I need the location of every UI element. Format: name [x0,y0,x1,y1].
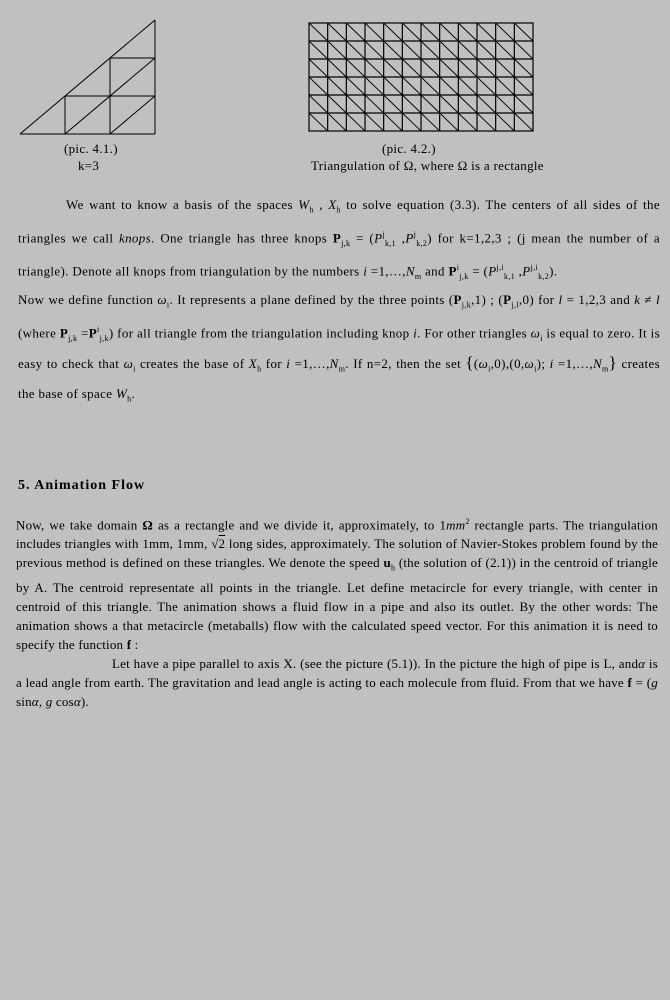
mesh-diagonal [346,95,365,113]
mesh-diagonal [384,77,403,95]
mesh-diagonal [440,41,459,59]
paragraph-animation-intro: Now, we take domain Ω as a rectangle and we divide it, approximately, to $1mm^2$ rectangle parts. The triangulation includes triangles with 1mm, 1mm, √2 long sides, approximately. The solution of Navier-Stokes problem found by the previous method is defined on these triangles. We denote the speed $u_h$ (the solution of (2.1)) in the centroid of triangle by A. The centroid representate all points in the triangle. Let define metacircle for every triangle, with center in centroid of this triangle. The animation shows a fluid flow in a pipe and also its outlet. By the other words: The animation shows a that metacircle (metaballs) flow with the calculated speed vector. For this animation it is need to specify the function f : [16,517,658,652]
mesh-diagonal [496,59,515,77]
mesh-diagonal [365,59,384,77]
mesh-diagonal [309,59,328,77]
mesh-diagonal [440,95,459,113]
mesh-diagonal [440,113,459,131]
section-5-text [16,512,658,711]
mesh-diagonal [477,23,496,41]
mesh-diagonal [402,23,421,41]
mesh-diagonal [346,77,365,95]
mesh-diagonal [309,41,328,59]
mesh-diagonal [309,77,328,95]
figure-4-1-caption: (pic. 4.1.) [64,141,118,156]
mesh-diagonal [384,23,403,41]
section-5-heading: 5. Animation Flow [18,478,146,493]
mesh-diagonal [440,59,459,77]
mesh-diagonal [384,41,403,59]
figure-4-1-subcaption: k=3 [78,158,100,173]
mesh-diagonal [514,23,533,41]
mesh-diagonal [477,41,496,59]
mesh-diagonal [402,41,421,59]
mesh-diagonal [421,95,440,113]
mesh-diagonal [421,113,440,131]
mesh-diagonal [384,95,403,113]
mesh-diagonal [421,77,440,95]
figure-4-2-triangulation [308,22,534,132]
mesh-diagonal [477,77,496,95]
mesh-diagonal [514,59,533,77]
mesh-diagonal [402,113,421,131]
mesh-diagonal [365,113,384,131]
mesh-diagonal [458,59,477,77]
mesh-diagonal [328,95,347,113]
mesh-diagonal [458,77,477,95]
mesh-diagonal [365,77,384,95]
mesh-diagonal [421,41,440,59]
mesh-diagonal [402,77,421,95]
knops-term: knops [118,229,152,245]
paragraph-basis: We want to know a basis of the spaces $W_h$ , $X_h$ to solve equation (3.3). The centers of all sides of the triangles we call knops. One triangle has three knops $P_{j,k} = (P^j_{k,1}$ $,P^j_{k,2}$) for k=1,2,3 ; (j mean the number of a triangle). Denote all knops from triangulation by the numbers $i =1,\dots,N_m$ and $P^i_{j,k} = (P^{j,i}_{k,1}$ $,P^{j,i}_{k,2}$). [18,197,661,281]
mesh-diagonal [458,41,477,59]
mesh-diagonal [328,59,347,77]
mesh-diagonal [514,41,533,59]
mesh-diagonal [402,95,421,113]
mesh-diagonal [496,41,515,59]
mesh-diagonal [365,41,384,59]
mesh-diagonal [421,59,440,77]
mesh-diagonal [346,41,365,59]
mesh-diagonal [440,77,459,95]
mesh-diagonal [328,23,347,41]
mesh-diagonal [496,23,515,41]
mesh-diagonal [440,23,459,41]
mesh-diagonal [458,95,477,113]
mesh-diagonal [365,95,384,113]
figure-4-2-caption: (pic. 4.2.) [382,141,436,156]
mesh-diagonal [346,23,365,41]
mesh-diagonal [328,41,347,59]
mesh-diagonal [309,95,328,113]
mesh-diagonal [514,77,533,95]
mesh-diagonal [496,113,515,131]
mesh-diagonal [328,113,347,131]
mesh-diagonal [477,95,496,113]
mesh-diagonal [514,113,533,131]
mesh-diagonal [496,77,515,95]
mesh-diagonal [496,95,515,113]
mesh-diagonal [309,23,328,41]
mesh-diagonal [477,113,496,131]
mesh-diagonal [402,59,421,77]
figure-4-1-triangulation [18,18,158,136]
mesh-diagonal [346,59,365,77]
paragraph-function-omega: Now we define function $\omega_i$. It represents a plane defined by the three points $(P_{j,k},1)$ ; $(P_{j,l},0)$ for l = 1,2,3 and k ≠ l (where $P_{j,k} =P^i_{j,k}$) for all triangle from the triangulation including knop i. For other triangles $\omega_i$ is equal to zero. It is easy to check that $\omega_i$ creates the base of $X_h$ for $i =1,\dots,N_m$. If n=2, then the set {$(\omega_i,0),(0,\omega_i)$; $i =1,\dots,N_m$} creates the base of space $W_h$. [18,292,661,404]
mesh-diagonal [477,59,496,77]
figure-4-2-subcaption: Triangulation of Ω, where Ω is a rectangle [311,158,544,173]
mesh-diagonal [384,59,403,77]
mesh-diagonal [328,77,347,95]
section-4-text [18,193,660,411]
mesh-diagonal [346,113,365,131]
mesh-diagonal [384,113,403,131]
paragraph-pipe: Let have a pipe parallel to axis X. (see the picture (5.1)). In the picture the high of pipe is L, andα is a lead angle from earth. The gravitation and lead angle is acting to each molecule from fluid. From that we have f = (g sinα, g cosα). [16,655,658,709]
mesh-diagonal [458,113,477,131]
mesh-diagonal [514,95,533,113]
mesh-diagonal [421,23,440,41]
mesh-diagonal [309,113,328,131]
mesh-diagonal [365,23,384,41]
mesh-diagonal [458,23,477,41]
